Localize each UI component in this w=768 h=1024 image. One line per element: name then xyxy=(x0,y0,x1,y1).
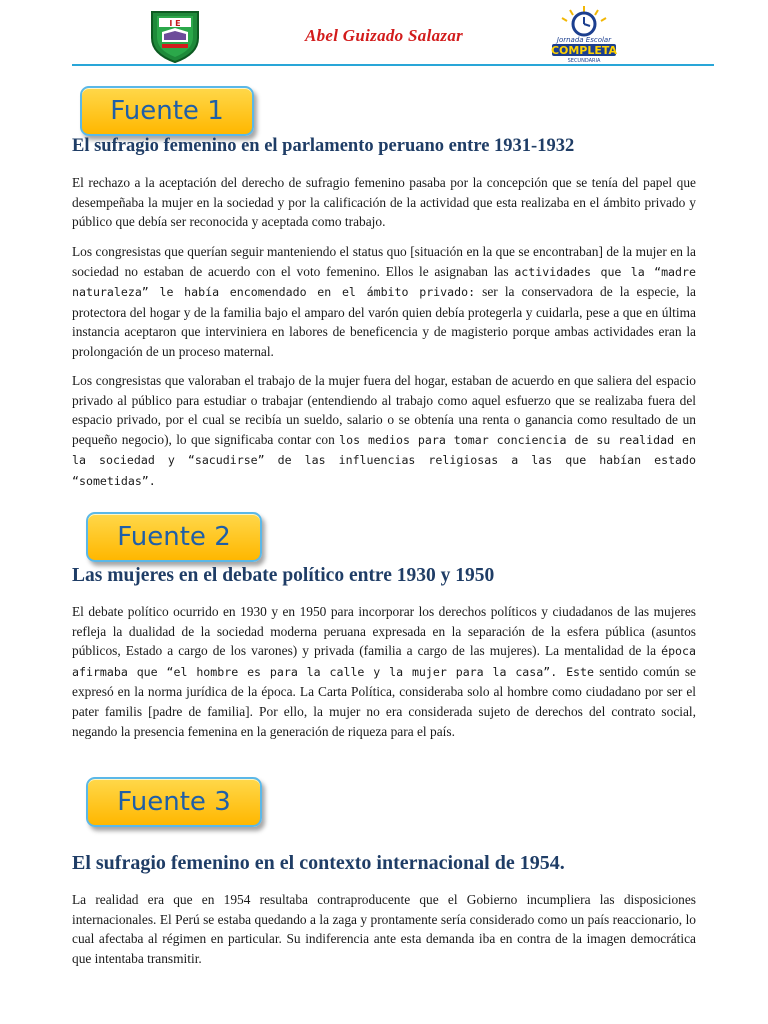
section-3-title: El sufragio femenino en el contexto internacional de 1954. xyxy=(72,852,565,874)
section-2-paragraph-1 xyxy=(72,602,696,741)
section-1-paragraph-1: El rechazo a la aceptación del derecho de sufragio femenino pasaba por la concepción que se tenía del papel que desempeñaba la mujer en la sociedad y por la calificación de la actividad que esta realizaba en el ámbito privado y público que debía ser reconocida y aceptada como trabajo. xyxy=(72,175,696,230)
fuente-3-badge: Fuente 3 xyxy=(86,777,262,827)
section-2-paragraph-1-part-a: El debate político ocurrido en 1930 y en 1950 para incorporar los derechos políticos y ciudadanos de las mujeres refleja la dualidad de la sociedad moderna peruana expresada en la separación de la esfera pública (asuntos públicos, Estado a cargo de los varones) y privada (familia a cargo de las mujeres). La mentalidad de la xyxy=(72,604,696,659)
author-name: Abel Guizado Salazar xyxy=(304,26,464,45)
jornada-escolar-logo xyxy=(546,4,622,64)
section-1-title: El sufragio femenino en el parlamento peruano entre 1931-1932 xyxy=(72,136,575,156)
crest-letters: I E xyxy=(169,19,181,28)
header-divider xyxy=(72,64,714,66)
page-header xyxy=(0,0,768,66)
section-2-paragraph-1-part-c: sentido común se expresó en la norma jurídica de la época. La Carta Política, consideraba solo al hombre como ciudadano por ser el pater familis [padre de familia]. Por ello, la mujer no era considerada sujeto de derechos del contrato social, negando la presencia femenina en la generación de riqueza para el país. xyxy=(72,663,696,739)
section-1-paragraph-2-part-b: actividades que la “madre naturaleza” le había encomendado en el ámbito privado: xyxy=(72,264,696,300)
logo-jornada-text: Jornada Escolar xyxy=(556,36,612,44)
section-1-paragraph-3 xyxy=(72,371,696,492)
section-1-paragraph-2-part-c: ser la conservadora de la especie, la protectora del hogar y de la familia bajo el amparo del varón quien debía protegerla y cuidarla, pese a que en última instancia aceptaron que interviniera en labores de beneficencia y de magisterio porque ambas actividades eran la prolongación de un proceso maternal. xyxy=(72,284,697,359)
fuente-2-badge: Fuente 2 xyxy=(86,512,262,562)
section-1-paragraph-2-part-a: Los congresistas que querían seguir manteniendo el status quo [situación en la que se encontraban] de la mujer en la sociedad no estaban de acuerdo con el voto femenino. Ellos le asignaban las xyxy=(72,244,696,279)
section-1-paragraph-3-part-a: Los congresistas que valoraban el trabajo de la mujer fuera del hogar, estaban de acuerdo en que saliera del espacio privado al público para estudiar o trabajar (entendiendo al trabajo como aquel esfuerzo que se realizaba fuera del espacio privado, por el cual se recibía un sueldo, salario o se obtenía una renta o ganancia como resultado de un pequeño negocio), lo que significaba contar con xyxy=(72,373,696,447)
section-1-paragraph-3-part-b: los medios para tomar conciencia de su realidad en la sociedad y “sacudirse” de las influencias religiosas a las que habían estado “sometidas”. xyxy=(72,432,696,488)
section-1-paragraph-2 xyxy=(72,242,696,362)
logo-completa-text: COMPLETA xyxy=(550,44,618,57)
section-3-paragraph-1: La realidad era que en 1954 resultaba contraproducente que el Gobierno incumpliera las disposiciones internacionales. El Perú se estaba quedando a la zaga y prontamente sería considerado como un país reaccionario, lo cual afectaba al régimen en particular. Su indiferencia ante esta demanda iba en contra de la imagen democrática que intentaba transmitir. xyxy=(72,892,696,966)
section-2-paragraph-1-part-b: época afirmaba que “el hombre es para la calle y la mujer para la casa”. Este xyxy=(72,644,696,679)
section-2-title: Las mujeres en el debate político entre 1930 y 1950 xyxy=(72,565,495,586)
logo-secundaria-text: SECUNDARIA xyxy=(567,58,601,64)
fuente-1-badge: Fuente 1 xyxy=(80,86,254,136)
